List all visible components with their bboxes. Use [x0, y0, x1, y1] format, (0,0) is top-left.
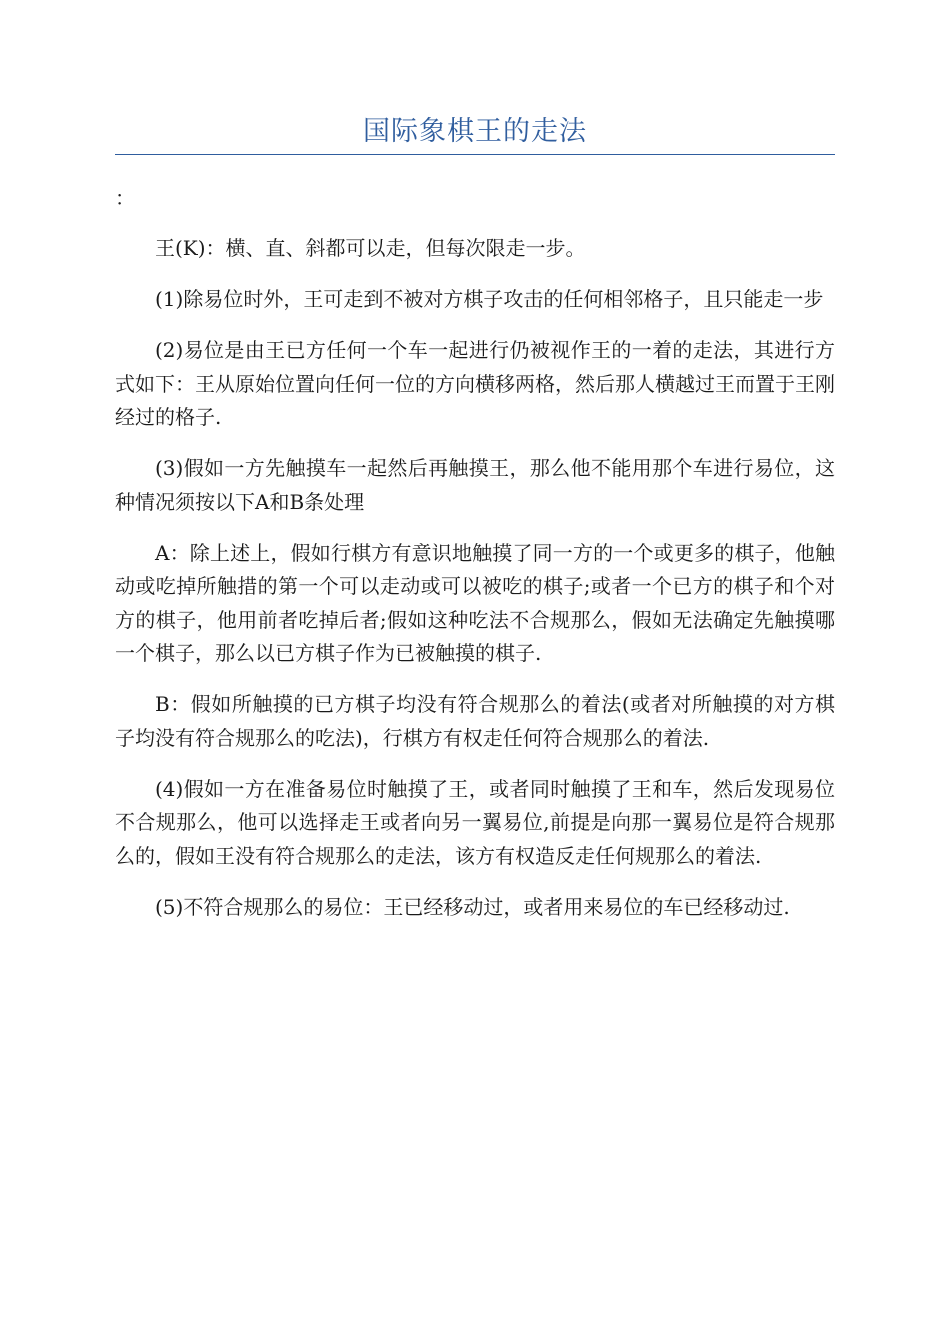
paragraph-king-move: 王(K)：横、直、斜都可以走，但每次限走一步。 [155, 236, 586, 260]
title-underline [115, 154, 835, 155]
paragraph-rule-a: A：除上述上，假如行棋方有意识地触摸了同一方的一个或更多的棋子，他触动或吃掉所触措的第一个可以走动或可以被吃的棋子;或者一个已方的棋子和个对方的棋子，他用前者吃掉后者;假如这种吃法不合规那么，假如无法确定先触摸哪一个棋子，那么以已方棋子作为已被触摸的棋子. [115, 540, 835, 665]
paragraph-rule-4: (4)假如一方在准备易位时触摸了王，或者同时触摸了王和车，然后发现易位不合规那么，他可以选择走王或者向另一翼易位,前提是向那一翼易位是符合规那么的，假如王没有符合规那么的走法，该方有权造反走任何规那么的着法. [115, 776, 835, 868]
paragraph-rule-b: B：假如所触摸的已方棋子均没有符合规那么的着法(或者对所触摸的对方棋子均没有符合规那么的吃法)，行棋方有权走任何符合规那么的着法. [115, 692, 835, 750]
document-title: 国际象棋王的走法 [363, 116, 587, 147]
intro-mark: ： [115, 186, 135, 210]
document-body [115, 232, 835, 942]
paragraph-rule-1: (1)除易位时外，王可走到不被对方棋子攻击的任何相邻格子，且只能走一步 [155, 287, 824, 311]
paragraph-rule-3: (3)假如一方先触摸车一起然后再触摸王，那么他不能用那个车进行易位，这种情况须按以下A和B条处理 [115, 456, 835, 514]
paragraph-rule-2: (2)易位是由王已方任何一个车一起进行仍被视作王的一着的走法，其进行方式如下：王从原始位置向任何一位的方向横移两格，然后那人横越过王而置于王刚经过的格子. [115, 338, 835, 429]
paragraph-rule-5: (5)不符合规那么的易位：王已经移动过，或者用来易位的车已经移动过. [155, 894, 790, 919]
